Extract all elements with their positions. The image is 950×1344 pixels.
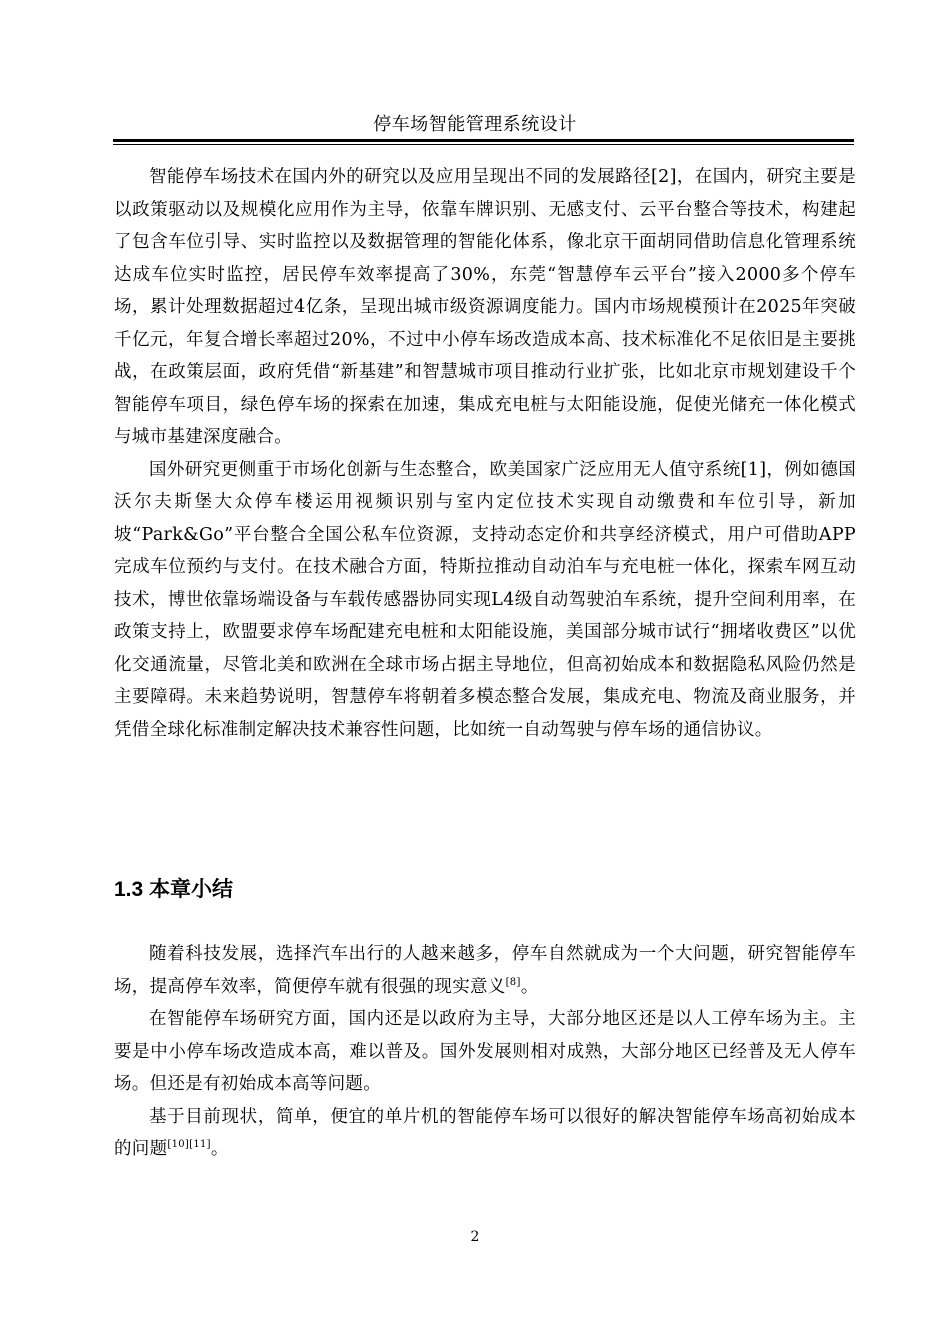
citation-marker: [8] bbox=[505, 976, 521, 988]
header-rule-thick bbox=[113, 139, 854, 142]
paragraph-text: 随着科技发展，选择汽车出行的人越来越多，停车自然就成为一个大问题，研究智能停车场，提高停车效率，简便停车就有很强的现实意义 bbox=[114, 944, 856, 997]
header-rule-thin bbox=[113, 144, 854, 145]
section-heading: 1.3 本章小结 bbox=[114, 878, 234, 901]
paragraph-tail: 。 bbox=[520, 976, 539, 997]
paragraph-text: 基于目前现状，简单，便宜的单片机的智能停车场可以很好的解决智能停车场高初始成本的问题 bbox=[114, 1106, 856, 1159]
body-text-top bbox=[114, 161, 856, 746]
body-text-bottom bbox=[114, 938, 856, 1166]
paragraph-summary-intro bbox=[114, 938, 856, 1003]
page-number: 2 bbox=[470, 1229, 480, 1245]
paragraph-foreign-research: 国外研究更侧重于市场化创新与生态整合，欧美国家广泛应用无人值守系统[1]，例如德国沃尔夫斯堡大众停车楼运用视频识别与室内定位技术实现自动缴费和车位引导，新加坡“Park&Go”平台整合全国公私车位资源，支持动态定价和共享经济模式，用户可借助APP完成车位预约与支付。在技术融合方面，特斯拉推动自动泊车与充电桩一体化，探索车网互动技术，博世依靠场端设备与车载传感器协同实现L4级自动驾驶泊车系统，提升空间利用率，在政策支持上，欧盟要求停车场配建充电桩和太阳能设施，美国部分城市试行“拥堵收费区”以优化交通流量，尽管北美和欧洲在全球市场占据主导地位，但高初始成本和数据隐私风险仍然是主要障碍。未来趋势说明，智慧停车将朝着多模态整合发展，集成充电、物流及商业服务，并凭借全球化标准制定解决技术兼容性问题，比如统一自动驾驶与停车场的通信协议。 bbox=[114, 459, 856, 740]
paragraph-text: 在智能停车场研究方面，国内还是以政府为主导，大部分地区还是以人工停车场为主。主要是中小停车场改造成本高，难以普及。国外发展则相对成熟，大部分地区已经普及无人停车场。但还是有初始成本高等问题。 bbox=[114, 1009, 856, 1094]
citation-marker: [10][11] bbox=[167, 1139, 211, 1151]
paragraph-summary-conclusion bbox=[114, 1101, 856, 1166]
paragraph-tail: 。 bbox=[210, 1139, 229, 1159]
running-header-title: 停车场智能管理系统设计 bbox=[373, 114, 577, 135]
paragraph-domestic-research: 智能停车场技术在国内外的研究以及应用呈现出不同的发展路径[2]，在国内，研究主要是以政策驱动以及规模化应用作为主导，依靠车牌识别、无感支付、云平台整合等技术，构建起了包含车位引导、实时监控以及数据管理的智能化体系，像北京干面胡同借助信息化管理系统达成车位实时监控，居民停车效率提高了30%，东莞“智慧停车云平台”接入2000多个停车场，累计处理数据超过4亿条，呈现出城市级资源调度能力。国内市场规模预计在2025年突破千亿元，年复合增长率超过20%，不过中小停车场改造成本高、技术标准化不足依旧是主要挑战，在政策层面，政府凭借“新基建”和智慧城市项目推动行业扩张，比如北京市规划建设千个智能停车项目，绿色停车场的探索在加速，集成充电桩与太阳能设施，促使光储充一体化模式与城市基建深度融合。 bbox=[114, 167, 856, 447]
paragraph-summary-status bbox=[114, 1003, 856, 1101]
